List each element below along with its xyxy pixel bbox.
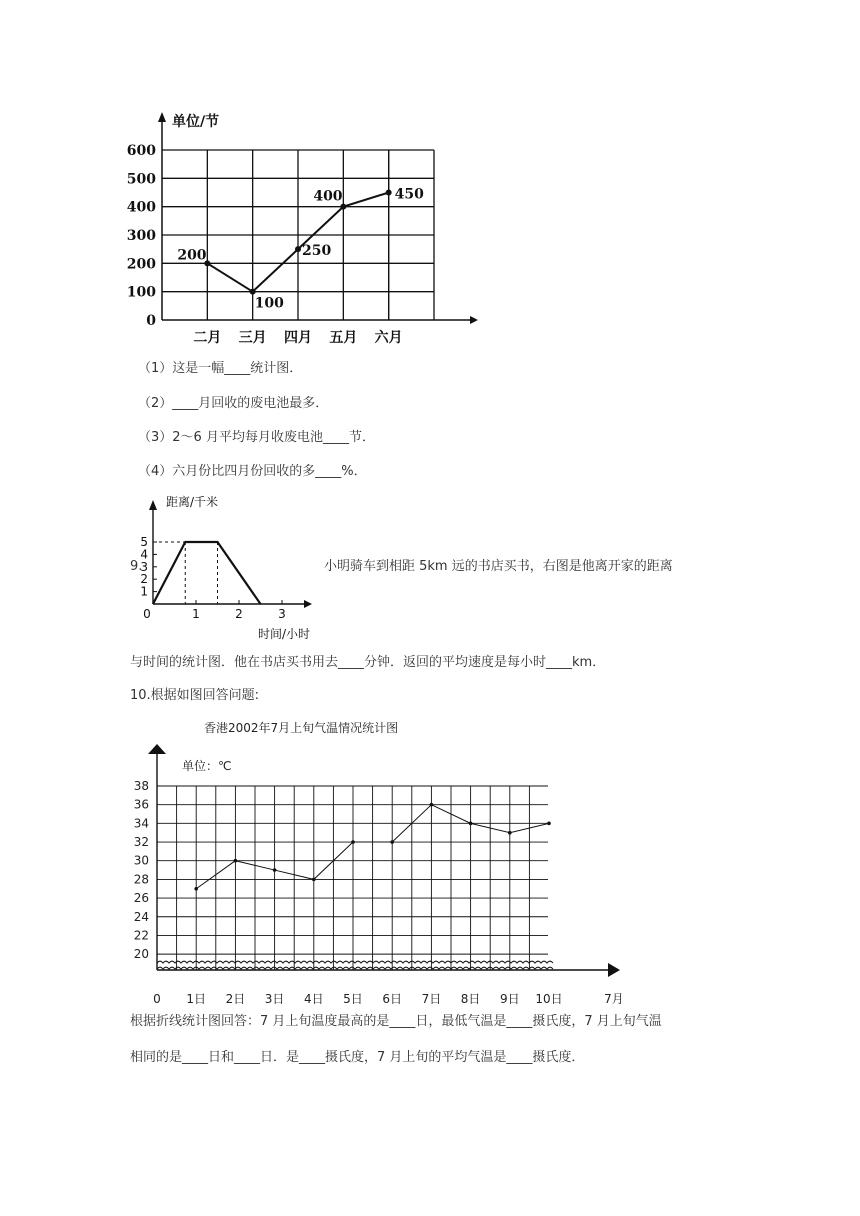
x-tick-label: 0	[143, 607, 151, 621]
x-tick-label: 6日	[382, 992, 403, 1006]
data-label: 400	[313, 188, 343, 205]
y-tick-label: 300	[126, 228, 156, 244]
question-10-heading: 10.根据如图回答问题:	[130, 688, 260, 703]
data-point	[312, 878, 316, 882]
y-tick-label: 2	[140, 572, 148, 587]
x-tick-label: 3日	[264, 992, 285, 1006]
x-tick-label: 六月	[374, 330, 403, 346]
x-axis-arrow	[304, 600, 312, 608]
y-tick-label: 28	[133, 872, 149, 887]
data-label: 250	[302, 243, 332, 260]
y-tick-label: 30	[133, 853, 149, 868]
chart-axes	[149, 500, 312, 608]
y-axis-arrow	[149, 500, 157, 510]
x-tick-label: 10日	[535, 992, 563, 1006]
y-tick-label: 24	[133, 909, 149, 924]
data-label: 200	[177, 247, 207, 264]
data-point	[390, 840, 394, 844]
x-tick-label: 8日	[460, 992, 481, 1006]
data-point	[250, 289, 256, 295]
x-tick-label: 2	[235, 607, 243, 621]
x-tick-label: 二月	[193, 330, 222, 346]
y-tick-label: 32	[133, 835, 149, 850]
y-tick-label: 5	[140, 535, 148, 549]
question-9-text: 小明骑车到相距 5km 远的书店买书，右图是他离开家的距离	[324, 559, 673, 574]
axis-break-wave	[157, 967, 553, 969]
y-tick-label: 34	[133, 816, 149, 831]
question-9-continued: 与时间的统计图．他在书店买书用去____分钟．返回的平均速度是每小时____km．	[130, 655, 606, 670]
y-tick-label: 100	[126, 284, 156, 301]
y-tick-label: 600	[126, 143, 156, 159]
x-tick-label: 1	[192, 607, 200, 621]
data-point	[351, 840, 355, 844]
x-tick-label: 2日	[225, 992, 246, 1006]
x-axis-arrow	[470, 316, 478, 324]
data-point	[234, 859, 238, 863]
chart-grid	[162, 150, 434, 320]
x-tick-label: 7月	[604, 992, 624, 1006]
data-label: 100	[254, 295, 284, 312]
y-tick-label: 200	[126, 256, 156, 273]
data-point	[386, 190, 392, 196]
data-point	[547, 822, 551, 826]
series-line	[153, 542, 261, 604]
unit-label: 单位：℃	[182, 759, 232, 773]
question-3: （3）2～6 月平均每月收废电池____节．	[138, 430, 375, 445]
x-tick-label: 3	[278, 607, 286, 621]
y-axis-label: 单位/节	[172, 114, 220, 130]
distance-time-chart	[140, 486, 330, 646]
question-9-number: 9.	[130, 559, 143, 574]
x-tick-label: 四月	[284, 330, 312, 346]
y-axis-arrow	[148, 744, 166, 754]
data-point	[295, 246, 301, 252]
battery-recycling-chart	[120, 104, 500, 354]
y-tick-label: 3	[140, 559, 148, 574]
temperature-chart	[124, 708, 644, 1010]
y-tick-label: 500	[126, 171, 156, 188]
chart-title: 香港2002年7月上旬气温情况统计图	[204, 721, 399, 735]
x-axis-arrow	[608, 963, 620, 977]
question-1: （1）这是一幅____统计图．	[138, 361, 303, 376]
x-axis-label: 时间/小时	[258, 627, 311, 641]
data-point	[430, 803, 434, 807]
x-tick-label: 9日	[499, 992, 520, 1006]
y-tick-label: 38	[133, 779, 149, 793]
x-tick-label: 三月	[238, 330, 267, 346]
question-4: （4）六月份比四月份回收的多____%．	[138, 464, 367, 479]
x-tick-label: 7日	[421, 992, 442, 1006]
y-tick-label: 36	[133, 797, 149, 812]
x-tick-label: 0	[153, 992, 161, 1006]
data-label: 450	[394, 186, 424, 203]
question-2: （2）____月回收的废电池最多．	[138, 396, 329, 411]
y-tick-label: 20	[133, 947, 149, 962]
chart-grid	[157, 786, 548, 970]
x-tick-label: 1日	[186, 992, 207, 1006]
data-point	[508, 831, 512, 835]
x-tick-label: 5日	[343, 992, 363, 1006]
question-10-line-2: 相同的是____日和____日．是____摄氏度，7 月上旬的平均气温是____摄氏度．	[130, 1050, 585, 1065]
data-point	[469, 822, 473, 826]
y-tick-label: 0	[146, 313, 156, 329]
axis-break-wave	[157, 961, 553, 963]
y-axis-label: 距离/千米	[166, 495, 219, 509]
x-tick-label: 五月	[329, 330, 358, 346]
y-tick-label: 400	[126, 199, 156, 216]
question-10-line-1: 根据折线统计图回答：7 月上旬温度最高的是____日，最低气温是____摄氏度，7 月上旬气温	[130, 1014, 662, 1029]
y-tick-label: 4	[140, 547, 148, 562]
data-point	[194, 887, 198, 891]
dashed-guides	[153, 542, 218, 604]
y-tick-label: 26	[133, 891, 149, 906]
x-tick-label: 4日	[303, 992, 324, 1006]
y-tick-label: 1	[140, 584, 148, 599]
data-point	[273, 868, 277, 872]
y-axis-arrow	[158, 112, 166, 122]
y-tick-label: 22	[133, 928, 149, 943]
axis-break	[157, 961, 553, 969]
